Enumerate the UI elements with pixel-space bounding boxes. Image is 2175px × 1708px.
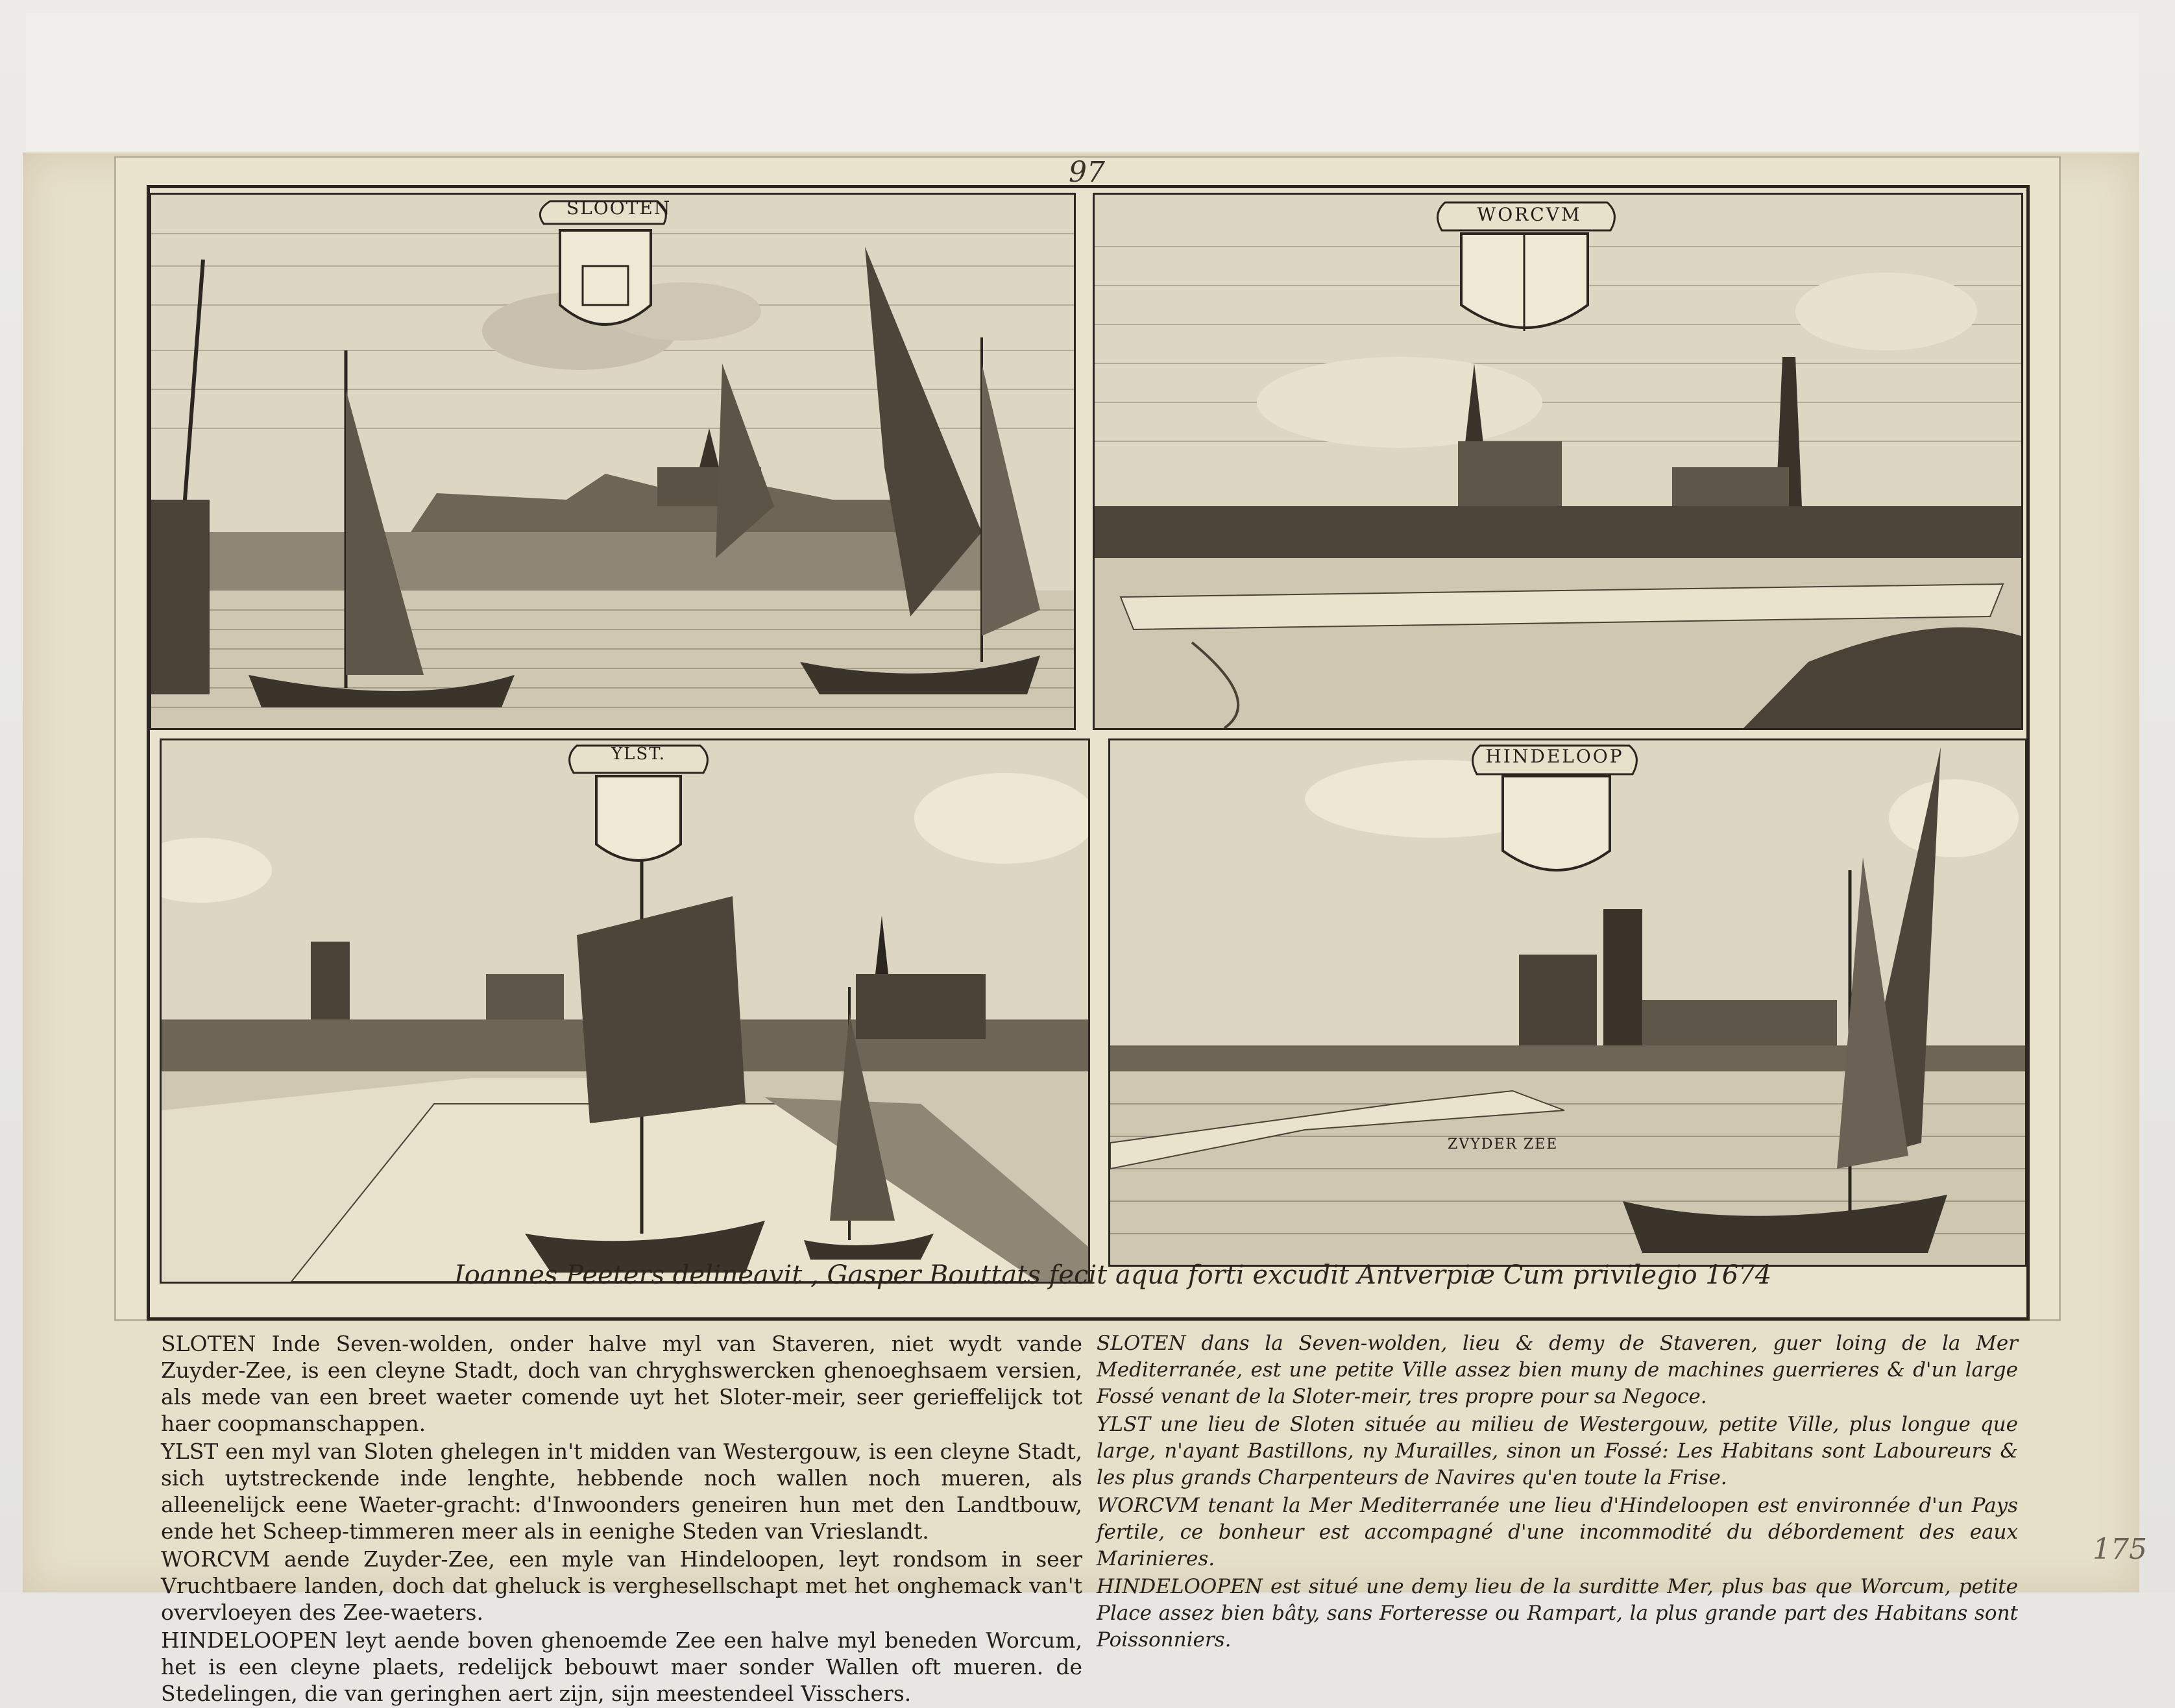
pencil-annotation: 175	[2093, 1533, 2147, 1566]
worcum-coat-of-arms	[1095, 195, 2021, 728]
panel-sloten	[149, 193, 1076, 730]
engraver-imprint: Ioannes Peeters delineavit , Gasper Bouttats fecit aqua forti excudit Antverpiæ Cum privilegio 1674	[454, 1260, 1772, 1290]
dutch-paragraph-sloten: SLOTEN Inde Seven-wolden, onder halve myl van Staveren, niet wydt vande Zuyder-Zee, is een cleyne Stadt, doch van chryghswercken ghenoeghsaem versien, als mede van een breet waeter comende uyt het Sloter-meir, seer gerieffelijck tot haer coopmanschappen.	[161, 1331, 1082, 1436]
french-paragraph-worcum: WORCVM tenant la Mer Mediterranée une lieu d'Hindeloopen est environnée d'un Pays fertile, ce bonheur est accompagné d'une incommodité du débordement des eaux Marinieres.	[1097, 1494, 2018, 1570]
french-paragraph-sloten: SLOTEN dans la Seven-wolden, lieu & demy de Staveren, guer loing de la Mer Mediterranée, est une petite Ville assez bien muny de machines guerrieres & d'un large Fossé venant de la Sloter-meir, tres propre pour sa Negoce.	[1097, 1332, 2018, 1408]
french-paragraph-ylst: YLST une lieu de Sloten située au milieu de Westergouw, petite Ville, plus longue que large, n'ayant Bastillons, ny Murailles, sinon un Fossé: Les Habitans sont Laboureurs & les plus grands Charpenteurs de Navires qu'en toute la Frise.	[1097, 1413, 2018, 1489]
hindeloopen-coat-of-arms	[1110, 740, 2025, 1265]
panel-worcum	[1093, 193, 2023, 730]
hindeloopen-banner: HINDELOOP	[1485, 746, 1624, 767]
dutch-description	[161, 1330, 1082, 1708]
sloten-coat-of-arms	[151, 195, 1074, 728]
ylst-banner: YLST.	[611, 744, 666, 764]
ylst-coat-of-arms	[162, 740, 1088, 1282]
panel-ylst	[160, 738, 1090, 1284]
sloten-banner: SLOOTEN	[566, 197, 672, 219]
worcum-banner: WORCVM	[1477, 204, 1582, 225]
hindeloopen-sea-label: ZVYDER ZEE	[1448, 1136, 1559, 1153]
page-number: 97	[1069, 156, 1105, 189]
mount-strip	[26, 13, 2139, 157]
dutch-paragraph-hindeloopen: HINDELOOPEN leyt aende boven ghenoemde Zee een halve myl beneden Worcum, het is een cleyne plaets, redelijck bebouwt maer sonder Wallen oft mueren. de Stedelingen, die van geringhen aert zijn, sijn meestendeel Visschers.	[161, 1628, 1082, 1706]
dutch-paragraph-worcum: WORCVM aende Zuyder-Zee, een myle van Hindeloopen, leyt rondsom in seer Vruchtbaere landen, doch dat gheluck is verghesellschapt met het onghemack van't overvloeyen des Zee-waeters.	[161, 1546, 1082, 1625]
french-description	[1097, 1330, 2018, 1655]
panel-hindeloopen	[1108, 738, 2027, 1267]
dutch-paragraph-ylst: YLST een myl van Sloten ghelegen in't midden van Westergouw, is een cleyne Stadt, sich uytstreckende inde lenghte, hebbende noch wallen noch mueren, als alleenelijck eene Waeter-gracht: d'Inwoonders geneiren hun met den Landtbouw, ende het Scheep-timmeren meer als in eenighe Steden van Vrieslandt.	[161, 1439, 1082, 1544]
french-paragraph-hindeloopen: HINDELOOPEN est situé une demy lieu de la surditte Mer, plus bas que Worcum, petite Place assez bien bâty, sans Forteresse ou Rampart, la plus grande part des Habitans sont Poissonniers.	[1097, 1575, 2018, 1652]
